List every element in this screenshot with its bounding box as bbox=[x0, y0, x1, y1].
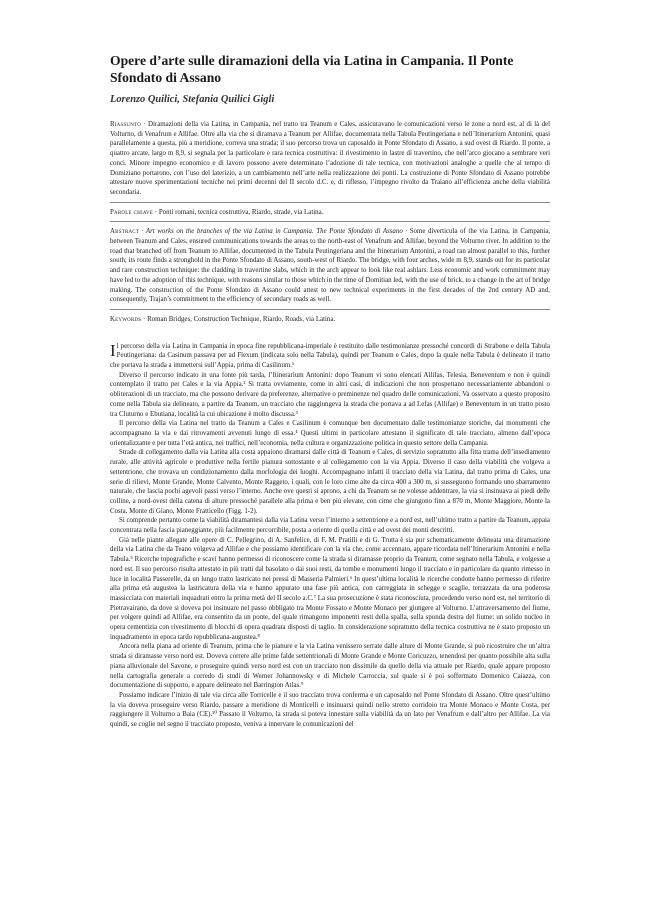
body-paragraph: Il percorso della via Latina nel tratto da Teanum a Cales e Casilinum è comunque ben documentato dalle testimonianze storiche, dai monumenti che accompagnano la via e dai ritrovamenti avvenuti lungo di essa.⁴ Questi ultimi in particolare attestano il significato di tale tracciato, almeno dall’epoca orientalizzante e per tutta l’età antica, nei traffici, nell’economia, nella cultura e organizzazione politica in questo settore della Campania. bbox=[110, 420, 550, 447]
article-page bbox=[110, 52, 550, 730]
article-title: Opere d’arte sulle diramazioni della via Latina in Campania. Il Ponte Sfondato di Assano bbox=[110, 53, 514, 85]
article-body bbox=[110, 342, 550, 730]
keywords-label: Keywords bbox=[110, 315, 142, 323]
keywords-text: · Roman Bridges, Construction Technique, Riardo, Roads, via Latina. bbox=[143, 315, 336, 323]
divider bbox=[110, 202, 550, 203]
body-paragraph: Ancora nella piana ad oriente di Teanum, prima che le pianure e la via Latina venissero serrate dalle alture di Monte Grande, si può ricostruire che un’altra strada si diramasse verso nord est. Doveva correre alle prime falde settentrionali di Monte Grande e Monte Coricuzzo, tenendosi per quanto possibile alta sulla piana alluvionale del Savone, e proseguire quindi verso nord est con un tracciato non dissimile da quello della via attuale per Riardo, quale appare proposto nella cartografia generale a corredo di studi di Werner Johannowsky e di Michele Carroccia, sul quale si è poi soffermato Domenico Caiazza, con documentazione di supporto, e appare delineato nel Barrington Atlas.⁹ bbox=[110, 643, 550, 690]
abstract-block bbox=[110, 227, 550, 305]
parole-chiave-text: · Ponti romani, tecnica costruttiva, Riardo, strade, via Latina. bbox=[154, 208, 324, 216]
parole-chiave-label: Parole chiave bbox=[110, 208, 154, 216]
keywords-block bbox=[110, 315, 550, 325]
drop-cap: I bbox=[110, 340, 116, 360]
body-paragraph: Possiamo indicare l’inizio di tale via circa alle Torricelle e il suo tracciato trova conferma e un caposaldo nel Ponte Sfondato di Assano. Oltre quest’ultimo la via doveva proseguire verso Riardo, passare a meridione di Monticelli e insinuarsi quindi nello stretto corridoio tra Monte Monaco e Monte Costa, per raggiungere il Volturno a Baia (CE).¹⁰ Passato il Volturno, la strada si poteva innestare sulla viabilità da un lato per Venafrum e dall’altro per Allifae. La via quindi, se coglie nel segno il tracciato proposto, veniva a innervare le comunicazioni del bbox=[110, 691, 550, 729]
abstract-lead: · Art works on the branches of the via Latina in Campania. The Ponte Sfondato di Assano · bbox=[141, 228, 408, 236]
riassunto-label: Riassunto bbox=[110, 121, 142, 128]
body-paragraph: Diverso il percorso indicato in una fonte più tarda, l’Itinerarium Antonini: dopo Teanum vi sono elencati Allifas, Telesia, Beneventum e non è quindi contemplato il tratto per Cales e la via Appia.² Si tratta ovviamente, come in altri casi, di indicazioni che non prospettano necessariamente abbandoni o obliterazioni di un tracciato, ma che possono derivare da preferenze, alternative o preminenze nel quadro delle comunicazioni. Va osservato a questo proposito come nella Tabula sia delineato, a partire da Teanum, un tracciato che raggiungeva la strada che portava a ad Lefas (Allifae) e Beneventum in un tratto posto tra Cluturno e Ebutiana, località la cui ubicazione è molto discussa.³ bbox=[110, 371, 550, 418]
article-authors: Lorenzo Quilici, Stefania Quilici Gigli bbox=[110, 94, 275, 105]
body-paragraph: Già nelle piante allegate alle opere di C. Pellegrino, di A. Sanfelice, di F. M. Pratilli e di G. Trutta è sia pur schematicamente delineata una diramazione della via Latina che da Teano volgeva ad Allifae e che possiamo identificare con la via che, come accennato, appare ricordata nell’Itinerarium Antonini e nella Tabula.⁵ Ricerche topografiche e scavi hanno permesso di riconoscere come la strada si diramasse proprio da Teanum, come segnato nella Tabula, e volgesse a nord est. Il suo percorso risulta attestato in più tratti dal basolato o dai suoi resti, da tombe e monumenti lungo il tracciato e in particolare da quanto rimesso in luce in località Passerelle, da un lungo tratto lastricato nei pressi di Masseria Palmieri.⁶ In quest’ultima località le ricerche condotte hanno permesso di riferire alla prima età augustea la lastricatura della via e hanno appurato una fase più antica, con carreggiata in schegge e scaglie, terrazzata da una poderosa massicciata con materiali inquadrati entro la prima metà del II secolo a.C.⁷ La sua prosecuzione è stata riconosciuta, procedendo verso nord est, nel territorio di Pietravairano, da dove si doveva poi insinuare nel passo obbligato tra Monte Fossato e Monte Monaco per giungere al Volturno. L’attraversamento del fiume, per volgere quindi ad Allifae, era consentito da un ponte, del quale rimangono imponenti resti della spalla, sulla sponda destra del fiume: un solido nucleo in opera cementizia con rivestimento di blocchi di opera quadrata disposti di taglio. In considerazione soprattutto della tecnica costruttiva ne è stato proposto un inquadramento in epoca tardo repubblicana-augustea.⁸ bbox=[110, 536, 550, 641]
abstract-text: Some diverticula of the via Latina, in Campania, between Teanum and Cales, ensured communications towards the areas to the north-east of Venafrum and Allifae, beyond the Volturno river. In addition to the road that branched off from Teanum to Allifae, documented in the Tabula Peutingeriana and the Itinerarium Antonini, a road ran almost parallel to this, further south; its route finds a stronghold in the Ponte Sfondato di Assano, south-west of Riardo. The bridge, with four arches, wide m 8,9, stands out for its particular and rare construction technique: the cladding in travertine slabs, which in the arch appear to look like real ashlars. Less economic and work commitment may have led to the adoption of this technique, with reasons similar to those which in the time of Domitian led, with the use of brick, to a change in the art of bridge making. The construction of the Ponte Sfondato di Assano could attest to new technical experiments in the first decades of the 2nd century AD and, consequently, Trajan’s commitment to the efficiency of secondary roads as well. bbox=[110, 228, 550, 304]
body-paragraph: Strade di collegamento dalla via Latina alla costa appaiono diramarsi dalle città di Teanum e Cales, di servizio soprattutto alla fitta trama dell’insediamento rurale, alle attività agricole e produttive nella fertile pianura sottostante e al collegamento con la via Appia. Diverso il caso della viabilità che volgeva a settentrione, che trovava un condizionamento dalla morfologia dei luoghi. Accompagnano infatti il tracciato della via Latina, dal tratto prima di Cales, una serie di rilievi, Monte Grande, Monte Calvento, Monte Raggeto, i quali, con le loro cime alte da circa 400 a 300 m, si susseguono formando uno sbarramento naturale, che lascia pochi agevoli passi verso l’interno. Anche ove questi si aprono, a chi da Teanum se ne volesse addentrare, la via si insinuava ai piedi delle colline, a nord-ovest della catena di alture pressoché parallele alla prima e ben più elevate, con cime che giungono fino a 870 m, Monte Maggiore, Monte la Costa, Monte di Giano, Monte Fratticello (Figg. 1-2). bbox=[110, 449, 550, 515]
body-paragraph: Si comprende pertanto come la viabilità diramantesi dalla via Latina verso l’interno a settentrione e a nord est, nell’ultimo tratto a partire da Teanum, appaia concentrata nella fascia pianeggiante, più facilmente percorribile, posta a oriente di quella città e ad ovest dei monti descritti. bbox=[110, 517, 550, 535]
body-paragraph: Il percorso della via Latina in Campania in epoca fine repubblicana-imperiale è restituito dalle testimonianze pressoché concordi di Strabone e della Tabula Peutingeriana: da Casinum passava per ad Flexum (indicata solo nella Tabula), quindi per Teanum e Cales, dopo la quale nella Tabula è delineato il tratto che portava la strada a immettersi sull’Appia, prima di Casilinum.¹ bbox=[110, 340, 550, 370]
riassunto-block bbox=[110, 120, 550, 198]
parole-chiave-block bbox=[110, 208, 550, 218]
divider bbox=[110, 309, 550, 310]
riassunto-text: · Diramazioni della via Latina, in Campania, nel tratto tra Teanum e Cales, assicuravano le comunicazioni verso le zone a nord est, al di là del Volturno, di Venafrum e Allifae. Oltre alla via che si diramava a Teanum per Allifae, documentata nella Tabula Peutingeriana e nell’Itinerarium Antonini, quasi parallelamente a questa, più a meridione, correva una strada; il suo percorso trova un caposaldo in Ponte Sfondato di Assano, a sud ovest di Riardo. Il ponte, a quattro arcate, largo m 8,9, si segnala per la particolare e rara tecnica costruttiva: il rivestimento in lastre di travertino, che nell’arco giocano a sembrare veri conci. Minore impegno economico e di lavoro possono avere determinato l’adozione di tale tecnica, con motivazioni analoghe a quelle che al tempo di Domiziano portarono, con l’uso del laterizio, a un cambiamento nell’arte nella realizzazione dei ponti. La costruzione di Ponte Sfondato di Assano potrebbe attestare nuove sperimentazioni tecniche nei primi decenni del II secolo d.C. e, di riflesso, l’impegno rivolto da Traiano all’efficienza anche della viabilità secondaria. bbox=[110, 121, 550, 196]
divider bbox=[110, 221, 550, 222]
abstract-label: Abstract bbox=[110, 228, 140, 236]
